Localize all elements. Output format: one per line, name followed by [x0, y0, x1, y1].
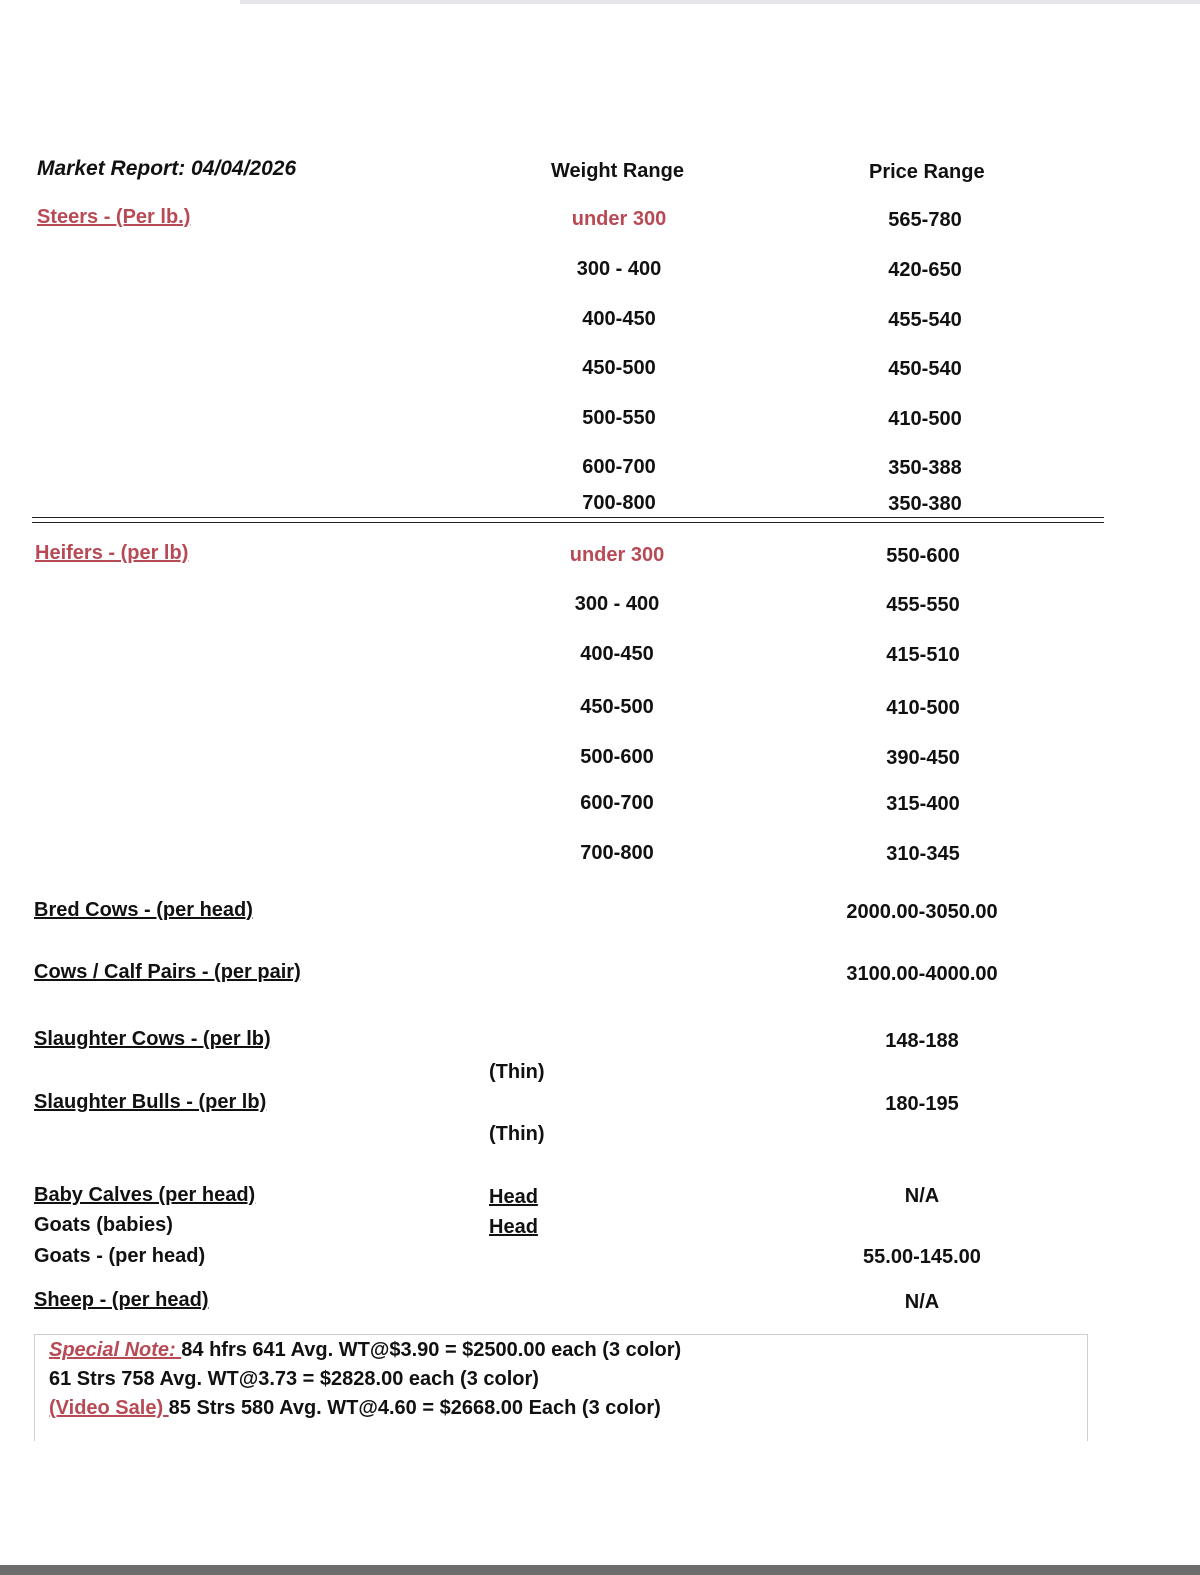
- heifers-price-range: 390-450: [886, 747, 960, 769]
- heifers-price-range: 410-500: [886, 697, 960, 719]
- slaughter-cows-note: (Thin): [489, 1061, 545, 1083]
- steers-price-range: 565-780: [888, 209, 962, 231]
- heifers-label: Heifers - (per lb): [35, 542, 189, 564]
- heifers-weight-range: 500-600: [580, 746, 654, 768]
- goats-price: 55.00-145.00: [863, 1246, 981, 1268]
- goats-babies-label: Goats (babies): [34, 1214, 173, 1236]
- bred-cows-price: 2000.00-3050.00: [846, 901, 998, 923]
- special-note-text-1: 84 hfrs 641 Avg. WT@$3.90 = $2500.00 each (3 color): [181, 1339, 682, 1361]
- slaughter-bulls-note: (Thin): [489, 1123, 545, 1145]
- price-range-header: Price Range: [869, 161, 985, 183]
- goats-label: Goats - (per head): [34, 1245, 206, 1267]
- heifers-price-range: 315-400: [886, 793, 960, 815]
- special-note-line-2: 61 Strs 758 Avg. WT@3.73 = $2828.00 each (3 color): [49, 1368, 539, 1390]
- steers-price-range: 410-500: [888, 408, 962, 430]
- special-note-text-3: 85 Strs 580 Avg. WT@4.60 = $2668.00 Each (3 color): [168, 1397, 661, 1419]
- heifers-weight-range: 600-700: [580, 792, 654, 814]
- section-divider-top: [32, 517, 1104, 518]
- special-note-line-3: [49, 1398, 661, 1418]
- baby-calves-price: N/A: [904, 1185, 940, 1207]
- steers-price-range: 350-388: [888, 457, 962, 479]
- heifers-price-range: 415-510: [886, 644, 960, 666]
- cow-calf-pairs-price: 3100.00-4000.00: [846, 963, 998, 985]
- steers-weight-range: under 300: [571, 208, 667, 230]
- scan-top-edge: [240, 0, 1200, 4]
- steers-weight-range: 450-500: [582, 357, 656, 379]
- heifers-weight-range: under 300: [569, 544, 665, 566]
- bred-cows-label: Bred Cows - (per head): [34, 899, 253, 921]
- baby-calves-label: Baby Calves (per head): [34, 1184, 256, 1206]
- steers-weight-range: 500-550: [582, 407, 656, 429]
- sheep-label: Sheep - (per head): [34, 1289, 209, 1311]
- steers-price-range: 420-650: [888, 259, 962, 281]
- baby-calves-unit: Head: [489, 1186, 538, 1208]
- heifers-weight-range: 400-450: [580, 643, 654, 665]
- heifers-price-range: 310-345: [886, 843, 960, 865]
- slaughter-cows-price: 148-188: [885, 1030, 959, 1052]
- sheep-price: N/A: [904, 1291, 940, 1313]
- steers-weight-range: 400-450: [582, 308, 656, 330]
- heifers-weight-range: 300 - 400: [574, 593, 660, 615]
- special-note-line-1: [49, 1340, 681, 1360]
- slaughter-bulls-label: Slaughter Bulls - (per lb): [34, 1091, 267, 1113]
- steers-weight-range: 700-800: [582, 492, 656, 514]
- heifers-price-range: 550-600: [886, 545, 960, 567]
- heifers-price-range: 455-550: [886, 594, 960, 616]
- report-title: Market Report: 04/04/2026: [37, 157, 297, 180]
- steers-price-range: 350-380: [888, 493, 962, 515]
- slaughter-cows-label: Slaughter Cows - (per lb): [34, 1028, 271, 1050]
- steers-price-range: 455-540: [888, 309, 962, 331]
- cow-calf-pairs-label: Cows / Calf Pairs - (per pair): [34, 961, 301, 983]
- heifers-weight-range: 700-800: [580, 842, 654, 864]
- section-divider-bottom: [32, 522, 1104, 523]
- goats-babies-unit: Head: [489, 1216, 538, 1238]
- steers-weight-range: 600-700: [582, 456, 656, 478]
- slaughter-bulls-price: 180-195: [885, 1093, 959, 1115]
- special-note-label: Special Note:: [49, 1339, 182, 1361]
- steers-label: Steers - (Per lb.): [37, 206, 191, 228]
- steers-weight-range: 300 - 400: [576, 258, 662, 280]
- scan-bottom-edge: [0, 1565, 1200, 1575]
- weight-range-header: Weight Range: [551, 160, 684, 182]
- steers-price-range: 450-540: [888, 358, 962, 380]
- heifers-weight-range: 450-500: [580, 696, 654, 718]
- video-sale-label: (Video Sale): [49, 1397, 169, 1419]
